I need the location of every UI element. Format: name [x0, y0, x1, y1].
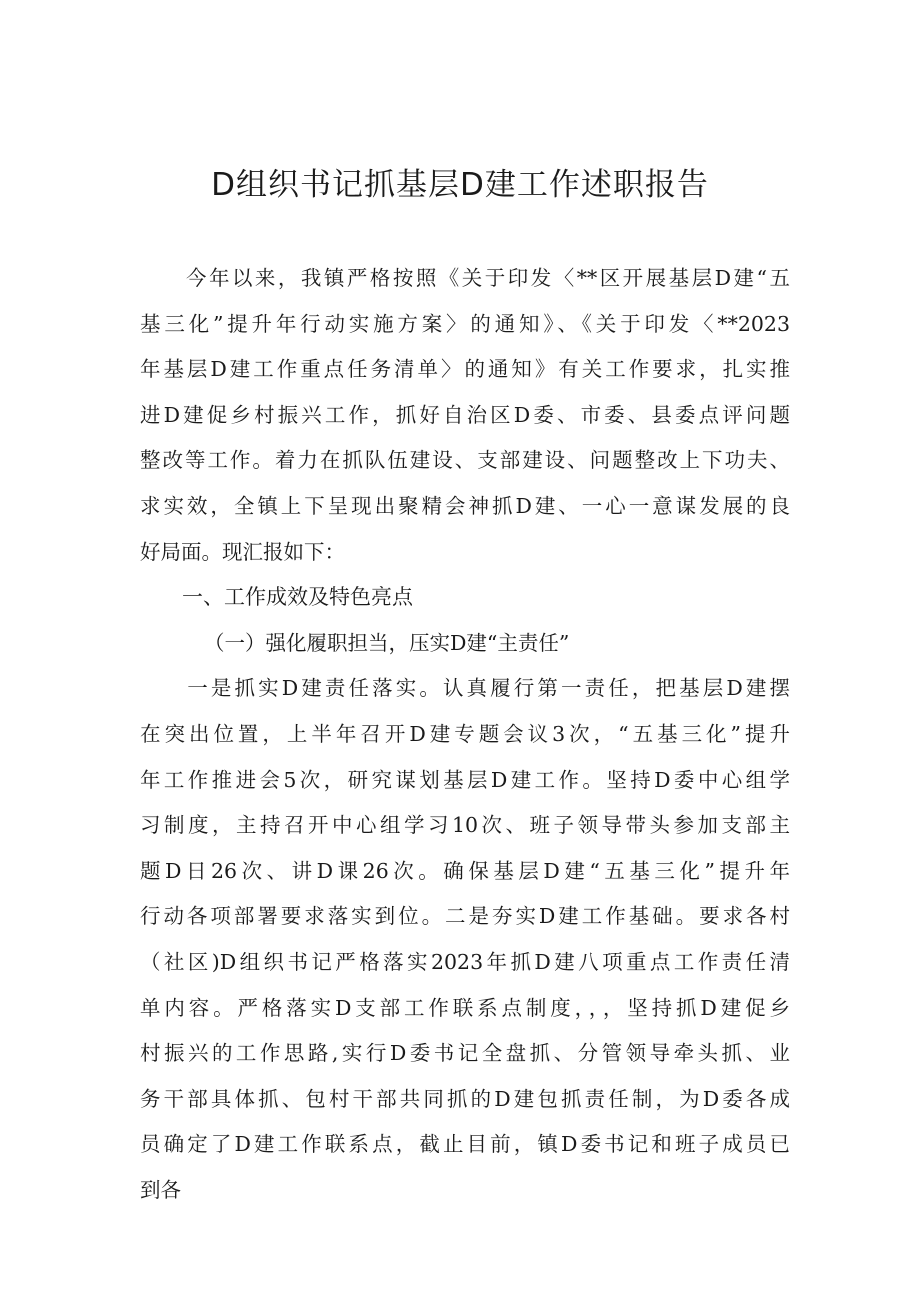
body-line: 务干部具体抓、包村干部共同抓的D建包抓责任制，为D委各成 [140, 1086, 790, 1111]
document-body [140, 256, 790, 1213]
intro-line: 年基层D建工作重点任务清单〉的通知》有关工作要求，扎实推 [140, 357, 790, 382]
body-line: 习制度，主持召开中心组学习10次、班子领导带头参加支部主 [140, 813, 790, 838]
section-heading: 一、工作成效及特色亮点 [182, 585, 413, 610]
intro-line: 求实效，全镇上下呈现出聚精会神抓D建、一心一意谋发展的良 [140, 493, 790, 518]
document-title: D组织书记抓基层D建工作述职报告 [211, 167, 709, 203]
subsection-heading: （一）强化履职担当，压实D建“主责任” [204, 630, 570, 655]
intro-line: 好局面。现汇报如下： [140, 539, 345, 564]
intro-line: 今年以来，我镇严格按照《关于印发〈**区开展基层D建“五 [140, 266, 790, 290]
body-line: 村振兴的工作思路,实行D委书记全盘抓、分管领导牵头抓、业 [140, 1041, 790, 1066]
body-line: 行动各项部署要求落实到位。二是夯实D建工作基础。要求各村 [140, 904, 790, 929]
intro-line: 整改等工作。着力在抓队伍建设、支部建设、问题整改上下功夫、 [140, 448, 790, 473]
body-line: 一是抓实D建责任落实。认真履行第一责任，把基层D建摆 [140, 676, 790, 701]
body-line: 员确定了D建工作联系点，截止目前，镇D委书记和班子成员已 [140, 1132, 790, 1157]
intro-line: 进D建促乡村振兴工作，抓好自治区D委、市委、县委点评问题 [140, 402, 790, 427]
body-line: 年工作推进会5次，研究谋划基层D建工作。坚持D委中心组学 [140, 767, 790, 792]
intro-line: 基三化”提升年行动实施方案〉的通知》、《关于印发〈**2023 [140, 311, 790, 336]
body-line: 单内容。严格落实D支部工作联系点制度，，，坚持抓D建促乡 [140, 995, 790, 1020]
body-line: 题D日26次、讲D课26次。确保基层D建“五基三化”提升年 [140, 858, 790, 883]
body-line: （社区)D组织书记严格落实2023年抓D建八项重点工作责任清 [140, 949, 790, 974]
body-line: 到各 [140, 1177, 181, 1202]
body-line: 在突出位置，上半年召开D建专题会议3次，“五基三化”提升 [140, 721, 790, 746]
